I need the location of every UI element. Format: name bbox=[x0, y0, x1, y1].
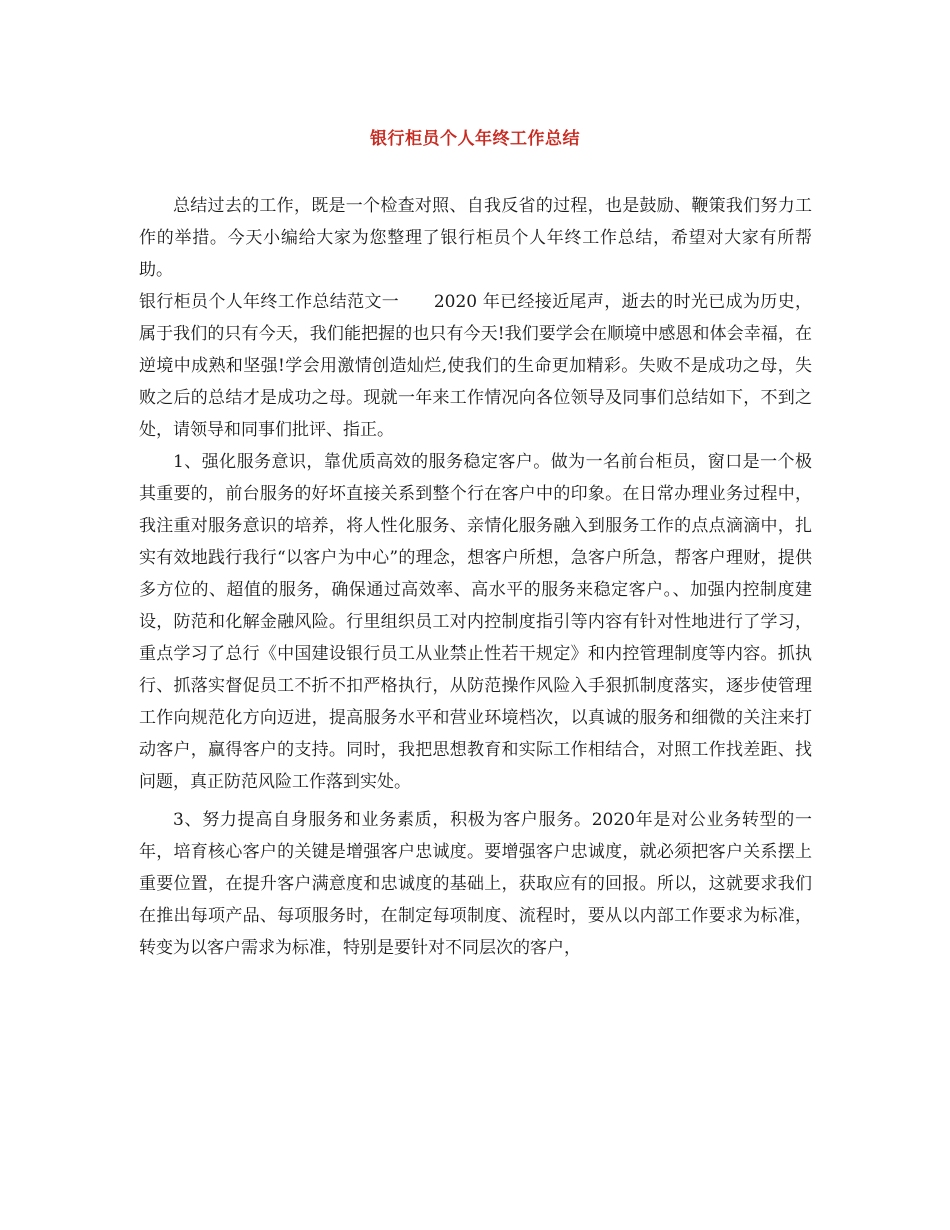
paragraph-item-3: 3、努力提高自身服务和业务素质，积极为客户服务。2020年是对公业务转型的一年，培育核心客户的关键是增强客户忠诚度。要增强客户忠诚度，就必须把客户关系摆上重要位置，在提升客户满意度和忠诚度的基础上，获取应有的回报。所以，这就要求我们在推出每项产品、每项服务时，在制定每项制度、流程时，要从以内部工作要求为标准，转变为以客户需求为标准，特别是要针对不同层次的客户， bbox=[139, 810, 812, 958]
paragraph-item-1: 1、强化服务意识，靠优质高效的服务稳定客户。做为一名前台柜员，窗口是一个极其重要的，前台服务的好坏直接关系到整个行在客户中的印象。在日常办理业务过程中，我注重对服务意识的培养，将人性化服务、亲情化服务融入到服务工作的点点滴滴中，扎实有效地践行我行“以客户为中心”的理念，想客户所想，急客户所急，帮客户理财，提供多方位的、超值的服务，确保通过高效率、高水平的服务来稳定客户。、加强内控制度建设，防范和化解金融风险。行里组织员工对内控制度指引等内容有针对性地进行了学习，重点学习了总行《中国建设银行员工从业禁止性若干规定》和内控管理制度等内容。抓执行、抓落实督促员工不折不扣严格执行，从防范操作风险入手狠抓制度落实，逐步使管理工作向规范化方向迈进，提高服务水平和营业环境档次，以真诚的服务和细微的关注来打动客户，赢得客户的支持。同时，我把思想教育和实际工作相结合，对照工作找差距、找问题，真正防范风险工作落到实处。 bbox=[139, 452, 812, 792]
paragraph-sample-one: 银行柜员个人年终工作总结范文一 2020 年已经接近尾声，逝去的时光已成为历史，属于我们的只有今天，我们能把握的也只有今天!我们要学会在顺境中感恩和体会幸福，在逆境中成熟和坚强!学会用激情创造灿烂,使我们的生命更加精彩。失败不是成功之母，失败之后的总结才是成功之母。现就一年来工作情况向各位领导及同事们总结如下，不到之处，请领导和同事们批评、指正。 bbox=[139, 292, 812, 440]
paragraph-intro: 总结过去的工作，既是一个检查对照、自我反省的过程，也是鼓励、鞭策我们努力工作的举措。今天小编给大家为您整理了银行柜员个人年终工作总结，希望对大家有所帮助。 bbox=[139, 196, 812, 280]
document-body bbox=[139, 190, 812, 964]
document-title: 银行柜员个人年终工作总结 bbox=[370, 129, 580, 149]
